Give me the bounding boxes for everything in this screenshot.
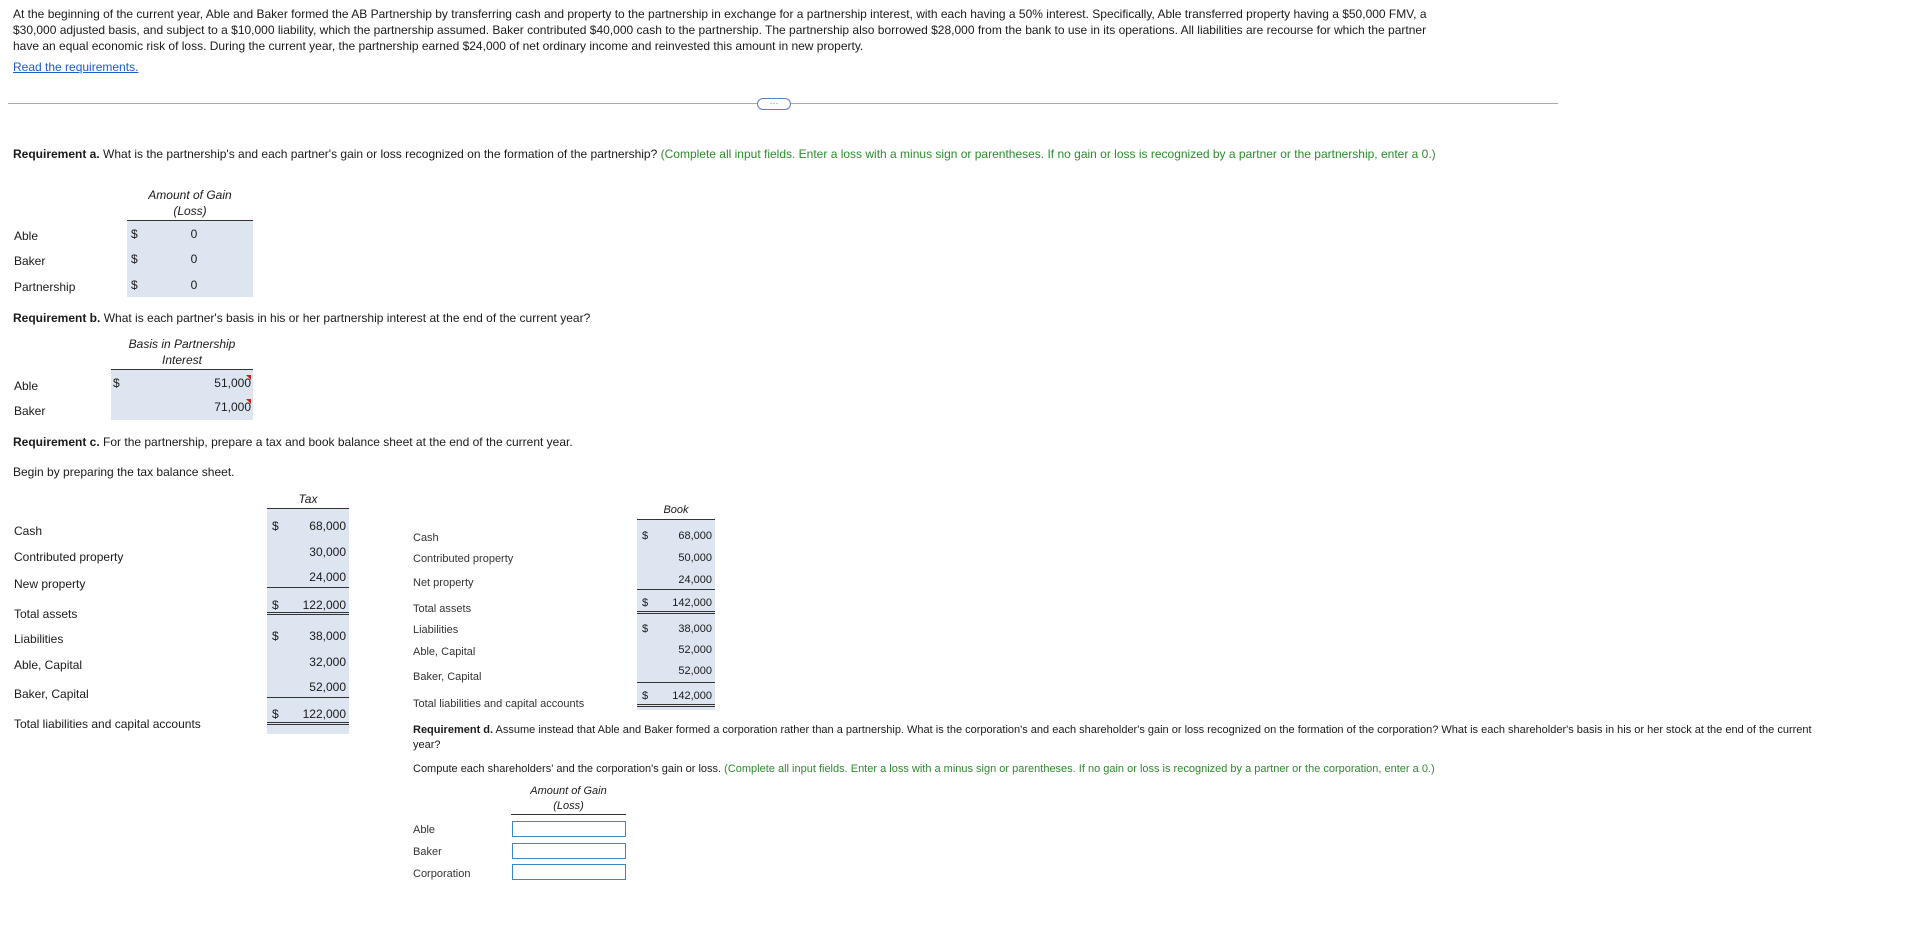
book-contributed-input[interactable]: 50,000 bbox=[678, 552, 712, 564]
req-a-row-partnership-currency: $ bbox=[131, 278, 138, 292]
req-d-corporation-input[interactable] bbox=[512, 864, 626, 880]
book-total-liab-input[interactable]: 142,000 bbox=[672, 690, 712, 702]
book-total-assets-double-rule bbox=[637, 611, 715, 614]
tax-row-liabilities-label: Liabilities bbox=[14, 632, 64, 646]
tax-row-total-liab-currency: $ bbox=[272, 707, 279, 721]
req-d-baker-input[interactable] bbox=[512, 843, 626, 859]
req-a-row-baker-currency: $ bbox=[131, 252, 138, 266]
req-a-baker-input[interactable]: 0 bbox=[190, 252, 198, 266]
tax-contributed-input[interactable]: 30,000 bbox=[309, 545, 346, 559]
req-d-label: Requirement d. bbox=[413, 724, 494, 736]
book-able-capital-input[interactable]: 52,000 bbox=[678, 644, 712, 656]
req-b-question: What is each partner's basis in his or her partnership interest at the end of the current year? bbox=[100, 311, 591, 325]
req-c-question: For the partnership, prepare a tax and book balance sheet at the end of the current year. bbox=[99, 435, 573, 449]
book-row-liabilities-label: Liabilities bbox=[413, 624, 459, 636]
book-row-total-liab-currency: $ bbox=[642, 690, 649, 702]
tax-row-contributed-label: Contributed property bbox=[14, 550, 124, 564]
book-total-assets-input[interactable]: 142,000 bbox=[672, 597, 712, 609]
req-a-able-input[interactable]: 0 bbox=[190, 227, 198, 241]
tax-header: Tax bbox=[298, 492, 318, 506]
req-d-able-input[interactable] bbox=[512, 821, 626, 837]
tax-row-total-assets-label: Total assets bbox=[14, 607, 78, 621]
tax-row-liabilities-currency: $ bbox=[272, 629, 279, 643]
req-b-able-input[interactable] bbox=[180, 375, 251, 393]
req-a-instruction: (Complete all input fields. Enter a loss with a minus sign or parentheses. If no gain or loss is recognized by a partner or the partnership, enter a 0.) bbox=[660, 147, 1436, 161]
book-liabilities-input[interactable]: 38,000 bbox=[678, 623, 712, 635]
tax-total-liab-rule bbox=[267, 697, 349, 698]
req-b-able-value: 51,000 bbox=[214, 376, 251, 390]
tax-able-capital-input[interactable]: 32,000 bbox=[309, 655, 346, 669]
book-baker-capital-input[interactable]: 52,000 bbox=[678, 665, 712, 677]
tax-row-able-capital-label: Able, Capital bbox=[14, 658, 83, 672]
book-row-total-assets-currency: $ bbox=[642, 597, 649, 609]
book-cash-input[interactable]: 68,000 bbox=[678, 530, 712, 542]
req-b-header-line1: Basis in Partnership bbox=[128, 337, 236, 351]
tax-total-assets-double-rule bbox=[267, 612, 349, 615]
req-a-label: Requirement a. bbox=[13, 147, 100, 161]
req-d-question: Assume instead that Able and Baker formed a corporation rather than a partnership. What is the corporation's and each shareholder's gain or loss recognized on the formation of the corporation? What is each shareholder's basis in his or her stock at the end of the current year? bbox=[413, 724, 1812, 751]
req-b-row-able-currency: $ bbox=[113, 376, 120, 390]
tax-total-liab-double-rule bbox=[267, 722, 349, 725]
req-a-partnership-input[interactable]: 0 bbox=[190, 278, 198, 292]
problem-statement: At the beginning of the current year, Able and Baker formed the AB Partnership by transferring cash and property to the partnership in exchange for a partnership interest, with each having a 50% interest. Specifically, Able transferred property having a $50,000 FMV, a $30,000 adjusted basis, and subject to a $10,000 liability, which the partnership assumed. Baker contributed $40,000 cash to the partnership. The partnership also borrowed $28,000 from the bank to use in its operations. All liabilities are recourse for which the partner have an equal economic risk of loss. During the current year, the partnership earned $24,000 of net ordinary income and reinvested this amount in new property. bbox=[13, 7, 1427, 53]
req-c-label: Requirement c. bbox=[13, 435, 100, 449]
req-a-row-able-label: Able bbox=[14, 229, 39, 243]
req-d-header-rule bbox=[511, 814, 626, 815]
tax-total-assets-rule bbox=[267, 587, 349, 588]
req-d-header-line1: Amount of Gain bbox=[530, 785, 607, 797]
req-a-question: What is the partnership's and each partner's gain or loss recognized on the formation of the partnership? bbox=[99, 147, 661, 161]
req-a-header-line1: Amount of Gain bbox=[148, 188, 232, 202]
tax-newprop-input[interactable]: 24,000 bbox=[309, 570, 346, 584]
req-d-compute: Compute each shareholders' and the corporation's gain or loss. bbox=[413, 763, 725, 775]
book-row-total-liab-label: Total liabilities and capital accounts bbox=[413, 698, 585, 710]
book-total-assets-rule bbox=[637, 589, 715, 590]
req-b-row-able-label: Able bbox=[14, 379, 39, 393]
book-row-contributed-label: Contributed property bbox=[413, 553, 514, 565]
req-b-row-baker-label: Baker bbox=[14, 404, 46, 418]
book-netprop-input[interactable]: 24,000 bbox=[678, 574, 712, 586]
tax-input-area bbox=[267, 509, 349, 734]
expand-button[interactable]: ··· bbox=[757, 98, 791, 110]
book-row-able-capital-label: Able, Capital bbox=[413, 646, 476, 658]
req-c-text bbox=[13, 434, 573, 450]
book-row-cash-currency: $ bbox=[642, 530, 649, 542]
tax-baker-capital-input[interactable]: 52,000 bbox=[309, 680, 346, 694]
error-flag-icon bbox=[246, 375, 251, 380]
book-header: Book bbox=[663, 504, 689, 516]
req-d-row-able-label: Able bbox=[413, 824, 436, 836]
book-row-cash-label: Cash bbox=[413, 532, 439, 544]
req-a-row-partnership-label: Partnership bbox=[14, 280, 76, 294]
req-d-compute-text bbox=[413, 762, 1813, 777]
req-a-text bbox=[13, 146, 1558, 162]
req-d-text bbox=[413, 723, 1813, 753]
req-a-header-line2: (Loss) bbox=[173, 204, 207, 218]
read-requirements-link[interactable]: Read the requirements. bbox=[13, 60, 139, 74]
tax-cash-input[interactable]: 68,000 bbox=[309, 519, 346, 533]
tax-row-cash-currency: $ bbox=[272, 519, 279, 533]
req-d-row-baker-label: Baker bbox=[413, 846, 442, 858]
req-d-instruction: (Complete all input fields. Enter a loss with a minus sign or parentheses. If no gain or loss is recognized by a partner or the corporation, enter a 0.) bbox=[724, 763, 1435, 775]
book-total-liab-double-rule bbox=[637, 704, 715, 707]
req-d-header-line2: (Loss) bbox=[553, 800, 584, 812]
req-b-label: Requirement b. bbox=[13, 311, 101, 325]
tax-row-baker-capital-label: Baker, Capital bbox=[14, 687, 89, 701]
req-a-row-able-currency: $ bbox=[131, 227, 138, 241]
book-total-liab-rule bbox=[637, 682, 715, 683]
tax-row-newprop-label: New property bbox=[14, 577, 86, 591]
req-b-header-line2: Interest bbox=[161, 353, 203, 367]
error-flag-icon bbox=[246, 399, 251, 404]
book-row-liabilities-currency: $ bbox=[642, 623, 649, 635]
req-b-header bbox=[111, 336, 253, 368]
book-row-total-assets-label: Total assets bbox=[413, 603, 472, 615]
req-b-baker-input[interactable] bbox=[180, 399, 251, 417]
req-b-text bbox=[13, 310, 590, 326]
tax-liabilities-input[interactable]: 38,000 bbox=[309, 629, 346, 643]
req-d-header bbox=[511, 784, 626, 814]
req-c-intro: Begin by preparing the tax balance sheet. bbox=[13, 465, 235, 479]
tax-row-total-assets-currency: $ bbox=[272, 598, 279, 612]
tax-row-total-liab-label: Total liabilities and capital accounts bbox=[14, 717, 201, 731]
req-a-row-baker-label: Baker bbox=[14, 254, 46, 268]
req-d-row-corporation-label: Corporation bbox=[413, 868, 471, 880]
book-row-netprop-label: Net property bbox=[413, 577, 474, 589]
req-a-header bbox=[127, 187, 253, 219]
book-row-baker-capital-label: Baker, Capital bbox=[413, 671, 482, 683]
tax-total-liab-input[interactable]: 122,000 bbox=[302, 707, 346, 721]
tax-row-cash-label: Cash bbox=[14, 524, 43, 538]
tax-total-assets-input[interactable]: 122,000 bbox=[302, 598, 346, 612]
req-b-baker-value: 71,000 bbox=[214, 400, 251, 414]
